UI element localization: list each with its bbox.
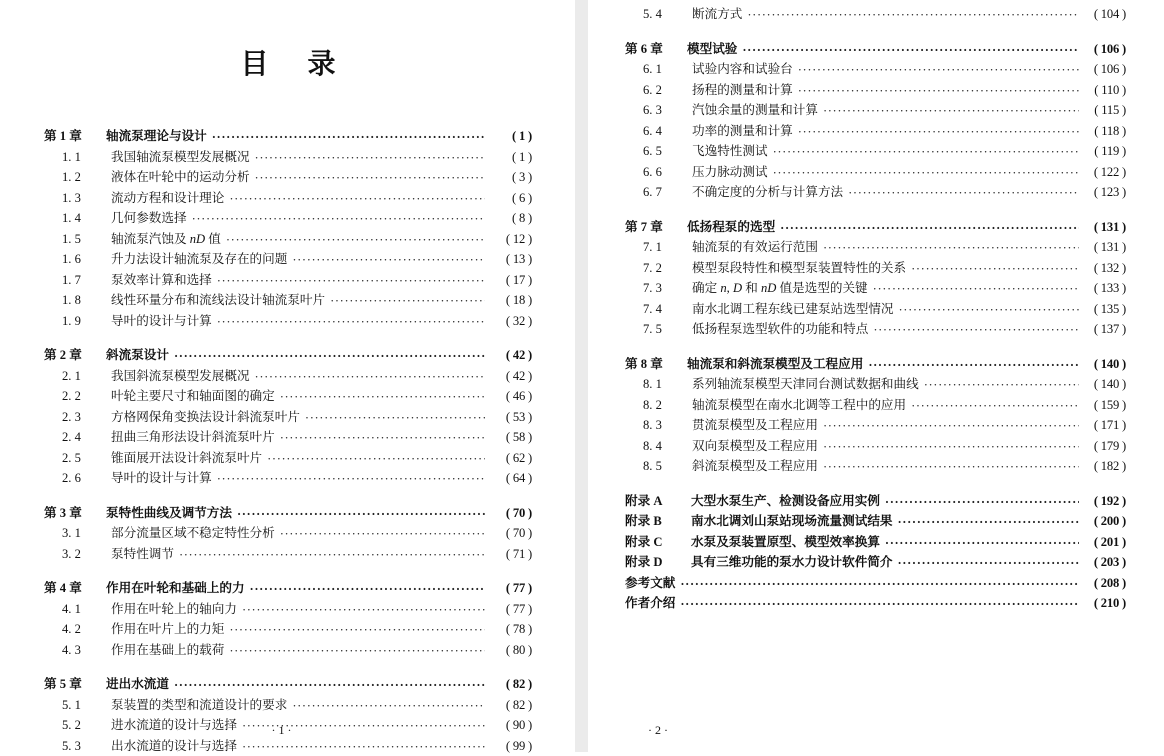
toc-section-number: 2. 3 [62, 407, 94, 428]
dot-leader [899, 300, 1080, 313]
toc-appendix-title: 具有三维功能的泵水力设计软件简介 [691, 552, 893, 573]
dot-leader [680, 574, 1079, 587]
toc-section[interactable] [62, 599, 532, 620]
toc-section-title: 汽蚀余量的测量和计算 [692, 100, 818, 121]
toc-section-title: 泵装置的类型和流道设计的要求 [111, 695, 287, 716]
toc-chapter-title: 进出水流道 [106, 674, 169, 695]
toc-section-number: 5. 3 [62, 736, 94, 756]
toc-chapter-number: 第 1 章 [44, 126, 96, 147]
dot-leader [780, 218, 1079, 231]
toc-section-title: 扬程的测量和计算 [692, 80, 793, 101]
toc-section-page-number: ( 90 ) [488, 715, 532, 736]
toc-section-number: 6. 6 [643, 162, 675, 183]
toc-appendix-page-number: ( 192 ) [1082, 491, 1126, 512]
toc-section[interactable] [62, 523, 532, 544]
dot-leader [823, 437, 1079, 450]
toc-chapter-page-number: ( 42 ) [488, 345, 532, 366]
toc-appendix-title: 大型水泵生产、检测设备应用实例 [691, 491, 880, 512]
toc-section-page-number: ( 6 ) [488, 188, 532, 209]
dot-leader [848, 183, 1079, 196]
toc-section-page-number: ( 135 ) [1082, 299, 1126, 320]
dot-leader [226, 230, 485, 243]
dot-leader [680, 594, 1079, 607]
toc-section-number: 7. 3 [643, 278, 675, 299]
toc-appendix-number: 附录 B [625, 511, 681, 532]
toc-section-title: 锥面展开法设计斜流泵叶片 [111, 448, 262, 469]
toc-section-page-number: ( 110 ) [1082, 80, 1126, 101]
toc-section[interactable] [62, 249, 532, 270]
toc-section[interactable] [643, 436, 1126, 457]
toc-section-page-number: ( 159 ) [1082, 395, 1126, 416]
dot-leader [898, 512, 1080, 525]
toc-section[interactable] [62, 695, 532, 716]
toc-section-number: 8. 5 [643, 456, 675, 477]
toc-section-page-number: ( 70 ) [488, 523, 532, 544]
toc-chapter-number: 第 7 章 [625, 217, 677, 238]
toc-section-number: 6. 3 [643, 100, 675, 121]
toc-section-number: 1. 2 [62, 167, 94, 188]
toc-section[interactable] [62, 386, 532, 407]
toc-section-page-number: ( 17 ) [488, 270, 532, 291]
toc-section-title: 作用在叶片上的力矩 [111, 619, 224, 640]
toc-chapter-number: 第 6 章 [625, 39, 677, 60]
toc-appendix-page-number: ( 203 ) [1082, 552, 1126, 573]
toc-section[interactable] [62, 619, 532, 640]
toc-section-number: 7. 1 [643, 237, 675, 258]
toc-chapter[interactable] [625, 39, 1126, 60]
toc-section-number: 6. 5 [643, 141, 675, 162]
toc-section-number: 4. 2 [62, 619, 94, 640]
toc-section[interactable] [643, 299, 1126, 320]
toc-chapter[interactable] [44, 503, 532, 524]
dot-leader [873, 320, 1079, 333]
toc-section[interactable] [643, 141, 1126, 162]
entry-spacer [625, 25, 1126, 39]
toc-chapter-page-number: ( 82 ) [488, 674, 532, 695]
toc-section[interactable] [643, 415, 1126, 436]
toc-section-page-number: ( 64 ) [488, 468, 532, 489]
toc-section[interactable] [643, 237, 1126, 258]
toc-section[interactable] [62, 448, 532, 469]
toc-section[interactable] [62, 270, 532, 291]
toc-section-number: 4. 3 [62, 640, 94, 661]
toc-section[interactable] [643, 121, 1126, 142]
dot-leader [280, 524, 485, 537]
toc-section-number: 6. 4 [643, 121, 675, 142]
toc-section[interactable] [643, 395, 1126, 416]
toc-section-title: 系列轴流泵模型天津同台测试数据和曲线 [692, 374, 919, 395]
page-title: 目 录 [44, 42, 532, 82]
toc-section[interactable] [643, 59, 1126, 80]
dot-leader [823, 101, 1079, 114]
toc-section-page-number: ( 118 ) [1082, 121, 1126, 142]
dot-leader [179, 545, 485, 558]
entry-spacer [44, 564, 532, 578]
toc-section[interactable] [62, 640, 532, 661]
toc-section[interactable] [643, 278, 1126, 299]
toc-section-title: 低扬程泵选型软件的功能和特点 [692, 319, 868, 340]
toc-section-page-number: ( 13 ) [488, 249, 532, 270]
dot-leader [255, 148, 485, 161]
toc-chapter[interactable] [625, 217, 1126, 238]
dot-leader [174, 346, 485, 359]
toc-chapter-number: 第 3 章 [44, 503, 96, 524]
toc-chapter-page-number: ( 140 ) [1082, 354, 1126, 375]
toc-section[interactable] [62, 311, 532, 332]
toc-section-page-number: ( 179 ) [1082, 436, 1126, 457]
entry-spacer [625, 477, 1126, 491]
toc-back-matter-page-number: ( 208 ) [1082, 573, 1126, 594]
toc-section-page-number: ( 80 ) [488, 640, 532, 661]
toc-section-number: 8. 2 [643, 395, 675, 416]
dot-leader [292, 250, 485, 263]
entry-spacer [625, 340, 1126, 354]
toc-appendix-number: 附录 A [625, 491, 681, 512]
toc-section[interactable] [643, 374, 1126, 395]
entry-spacer [625, 203, 1126, 217]
toc-chapter-title: 轴流泵和斜流泵模型及工程应用 [687, 354, 863, 375]
toc-section-page-number: ( 32 ) [488, 311, 532, 332]
toc-section-number: 1. 6 [62, 249, 94, 270]
toc-section-page-number: ( 18 ) [488, 290, 532, 311]
dot-leader [823, 238, 1079, 251]
toc-chapter-page-number: ( 131 ) [1082, 217, 1126, 238]
toc-section-title: 部分流量区域不稳定特性分析 [111, 523, 275, 544]
toc-section-page-number: ( 115 ) [1082, 100, 1126, 121]
dot-leader [773, 163, 1079, 176]
page-right-body [588, 0, 1164, 614]
toc-section-number: 4. 1 [62, 599, 94, 620]
entry-spacer [44, 660, 532, 674]
toc-chapter-title: 模型试验 [687, 39, 737, 60]
dot-leader [255, 168, 485, 181]
toc-chapter-title: 泵特性曲线及调节方法 [106, 503, 232, 524]
toc-section-page-number: ( 1 ) [488, 147, 532, 168]
toc-section[interactable] [62, 188, 532, 209]
toc-section-page-number: ( 106 ) [1082, 59, 1126, 80]
toc-section-title: 不确定度的分析与计算方法 [692, 182, 843, 203]
toc-chapter[interactable] [44, 126, 532, 147]
toc-appendix[interactable] [625, 552, 1126, 573]
page-left [0, 0, 575, 752]
toc-back-matter-title: 参考文献 [625, 573, 675, 594]
dot-leader [823, 416, 1079, 429]
toc-section-title: 压力脉动测试 [692, 162, 768, 183]
toc-section-page-number: ( 137 ) [1082, 319, 1126, 340]
toc-appendix-page-number: ( 200 ) [1082, 511, 1126, 532]
toc-chapter-number: 第 4 章 [44, 578, 96, 599]
toc-chapter-page-number: ( 1 ) [488, 126, 532, 147]
toc-section-number: 1. 3 [62, 188, 94, 209]
toc-section-number: 1. 5 [62, 229, 94, 250]
toc-section-page-number: ( 123 ) [1082, 182, 1126, 203]
toc-section-title: 液体在叶轮中的运动分析 [111, 167, 250, 188]
toc-section-title: 导叶的设计与计算 [111, 311, 212, 332]
toc-section-number: 2. 4 [62, 427, 94, 448]
page-left-body [0, 0, 575, 756]
dot-leader [217, 312, 485, 325]
toc-section-title: 几何参数选择 [111, 208, 187, 229]
toc-chapter-number: 第 2 章 [44, 345, 96, 366]
toc-section-page-number: ( 131 ) [1082, 237, 1126, 258]
dot-leader [255, 367, 485, 380]
dot-leader [242, 600, 485, 613]
toc-section-title: 斜流泵模型及工程应用 [692, 456, 818, 477]
toc-section-number: 2. 2 [62, 386, 94, 407]
toc-section[interactable] [62, 208, 532, 229]
dot-leader [898, 553, 1080, 566]
toc-section-page-number: ( 99 ) [488, 736, 532, 756]
toc-section-number: 8. 3 [643, 415, 675, 436]
page-gutter [575, 0, 588, 752]
toc-chapter-page-number: ( 106 ) [1082, 39, 1126, 60]
toc-section-page-number: ( 77 ) [488, 599, 532, 620]
toc-section-title: 导叶的设计与计算 [111, 468, 212, 489]
toc-section-title: 确定 n, D 和 nD 值是选型的关键 [692, 278, 868, 299]
toc-chapter[interactable] [44, 674, 532, 695]
dot-leader [305, 408, 485, 421]
dot-leader [212, 127, 485, 140]
dot-leader [280, 428, 485, 441]
toc-section[interactable] [643, 319, 1126, 340]
toc-section[interactable] [643, 456, 1126, 477]
dot-leader [250, 579, 485, 592]
toc-section-number: 2. 6 [62, 468, 94, 489]
toc-section-page-number: ( 104 ) [1082, 4, 1126, 25]
toc-appendix-page-number: ( 201 ) [1082, 532, 1126, 553]
toc-section-title: 作用在叶轮上的轴向力 [111, 599, 237, 620]
dot-leader [798, 81, 1079, 94]
toc-section-page-number: ( 78 ) [488, 619, 532, 640]
toc-appendix-number: 附录 D [625, 552, 681, 573]
toc-section-page-number: ( 133 ) [1082, 278, 1126, 299]
toc-section-title: 作用在基础上的载荷 [111, 640, 224, 661]
toc-chapter-title: 作用在叶轮和基础上的力 [106, 578, 245, 599]
toc-section-title: 模型泵段特性和模型泵装置特性的关系 [692, 258, 906, 279]
dot-leader [217, 271, 485, 284]
toc-section[interactable] [643, 162, 1126, 183]
toc-chapter-title: 低扬程泵的选型 [687, 217, 775, 238]
toc-section-page-number: ( 140 ) [1082, 374, 1126, 395]
toc-section-number: 1. 9 [62, 311, 94, 332]
toc-section-number: 8. 1 [643, 374, 675, 395]
toc-back-matter[interactable] [625, 593, 1126, 614]
toc-section-title: 扭曲三角形法设计斜流泵叶片 [111, 427, 275, 448]
toc-section-number: 6. 1 [643, 59, 675, 80]
toc-section-title: 我国轴流泵模型发展概况 [111, 147, 250, 168]
dot-leader [911, 396, 1079, 409]
toc-appendix[interactable] [625, 511, 1126, 532]
toc-section[interactable] [62, 167, 532, 188]
toc-section[interactable] [62, 427, 532, 448]
toc-section[interactable] [643, 80, 1126, 101]
toc-chapter-title: 斜流泵设计 [106, 345, 169, 366]
dot-leader [174, 675, 485, 688]
toc-section-title: 南水北调工程东线已建泵站选型情况 [692, 299, 894, 320]
toc-section-title: 叶轮主要尺寸和轴面图的确定 [111, 386, 275, 407]
dot-leader [242, 737, 485, 750]
toc-section[interactable] [62, 468, 532, 489]
toc-section-title: 方格网保角变换法设计斜流泵叶片 [111, 407, 300, 428]
toc-back-matter-page-number: ( 210 ) [1082, 593, 1126, 614]
folio-right: · 2 · [648, 723, 668, 738]
entry-spacer [44, 489, 532, 503]
toc-section-title: 泵特性调节 [111, 544, 174, 565]
toc-section-page-number: ( 119 ) [1082, 141, 1126, 162]
toc-appendix-title: 水泵及泵装置原型、模型效率换算 [691, 532, 880, 553]
toc-section[interactable] [62, 544, 532, 565]
toc-appendix-number: 附录 C [625, 532, 681, 553]
dot-leader [868, 355, 1079, 368]
toc-section-number: 8. 4 [643, 436, 675, 457]
toc-section-page-number: ( 42 ) [488, 366, 532, 387]
dot-leader [911, 259, 1079, 272]
toc-section-number: 7. 5 [643, 319, 675, 340]
toc-chapter-page-number: ( 70 ) [488, 503, 532, 524]
toc-section-page-number: ( 12 ) [488, 229, 532, 250]
dot-leader [798, 60, 1079, 73]
toc-section-title: 功率的测量和计算 [692, 121, 793, 142]
toc-section-page-number: ( 132 ) [1082, 258, 1126, 279]
toc-chapter-title: 轴流泵理论与设计 [106, 126, 207, 147]
toc-section[interactable] [643, 258, 1126, 279]
dot-leader [885, 492, 1079, 505]
toc-section-number: 6. 2 [643, 80, 675, 101]
toc-section[interactable] [643, 4, 1126, 25]
toc-section-number: 2. 1 [62, 366, 94, 387]
toc-section-title: 出水流道的设计与选择 [111, 736, 237, 756]
dot-leader [330, 291, 485, 304]
toc-section-page-number: ( 62 ) [488, 448, 532, 469]
toc-section-number: 1. 1 [62, 147, 94, 168]
toc-section[interactable] [643, 100, 1126, 121]
dot-leader [280, 387, 485, 400]
toc-section[interactable] [62, 736, 532, 756]
dot-leader [742, 40, 1079, 53]
toc-section-page-number: ( 58 ) [488, 427, 532, 448]
toc-section-number: 5. 4 [643, 4, 675, 25]
dot-leader [873, 279, 1079, 292]
toc-section-page-number: ( 53 ) [488, 407, 532, 428]
toc-section-number: 1. 7 [62, 270, 94, 291]
toc-section-title: 断流方式 [692, 4, 742, 25]
toc-section-number: 5. 1 [62, 695, 94, 716]
toc-chapter-number: 第 5 章 [44, 674, 96, 695]
toc-chapter[interactable] [44, 345, 532, 366]
page-right [588, 0, 1164, 752]
dot-leader [292, 696, 485, 709]
folio-left: · 1 · [0, 723, 569, 738]
toc-section-title: 轴流泵模型在南水北调等工程中的应用 [692, 395, 906, 416]
toc-section-page-number: ( 82 ) [488, 695, 532, 716]
dot-leader [773, 142, 1079, 155]
toc-appendix-title: 南水北调刘山泵站现场流量测试结果 [691, 511, 893, 532]
toc-section-number: 5. 2 [62, 715, 94, 736]
toc-section-title: 飞逸特性测试 [692, 141, 768, 162]
toc-section-page-number: ( 122 ) [1082, 162, 1126, 183]
dot-leader [229, 641, 485, 654]
toc-back-matter[interactable] [625, 573, 1126, 594]
entry-spacer [44, 331, 532, 345]
toc-section-number: 1. 4 [62, 208, 94, 229]
toc-section-title: 轴流泵汽蚀及 nD 值 [111, 229, 221, 250]
toc-chapter[interactable] [44, 578, 532, 599]
toc-section-number: 6. 7 [643, 182, 675, 203]
toc-section-number: 3. 1 [62, 523, 94, 544]
toc-entry-list-right [625, 4, 1126, 614]
toc-section[interactable] [62, 290, 532, 311]
dot-leader [217, 469, 485, 482]
dot-leader [924, 375, 1079, 388]
toc-section-number: 7. 4 [643, 299, 675, 320]
toc-section-number: 3. 2 [62, 544, 94, 565]
dot-leader [192, 209, 485, 222]
dot-leader [885, 533, 1079, 546]
toc-section-title: 双向泵模型及工程应用 [692, 436, 818, 457]
dot-leader [823, 457, 1079, 470]
toc-entry-list-left [44, 126, 532, 756]
toc-appendix[interactable] [625, 532, 1126, 553]
toc-section-title: 试验内容和试验台 [692, 59, 793, 80]
toc-section-page-number: ( 46 ) [488, 386, 532, 407]
toc-chapter-page-number: ( 77 ) [488, 578, 532, 599]
toc-section[interactable] [62, 366, 532, 387]
toc-section[interactable] [62, 147, 532, 168]
toc-section-number: 1. 8 [62, 290, 94, 311]
toc-section-title: 我国斜流泵模型发展概况 [111, 366, 250, 387]
dot-leader [229, 620, 485, 633]
dot-leader [237, 504, 485, 517]
toc-section-title: 进水流道的设计与选择 [111, 715, 237, 736]
toc-section-title: 线性环量分布和流线法设计轴流泵叶片 [111, 290, 325, 311]
toc-section-page-number: ( 8 ) [488, 208, 532, 229]
toc-section-title: 轴流泵的有效运行范围 [692, 237, 818, 258]
toc-chapter-number: 第 8 章 [625, 354, 677, 375]
dot-leader [229, 189, 485, 202]
toc-section-title: 贯流泵模型及工程应用 [692, 415, 818, 436]
toc-chapter[interactable] [625, 354, 1126, 375]
toc-section-page-number: ( 71 ) [488, 544, 532, 565]
toc-section[interactable] [62, 229, 532, 250]
toc-section-page-number: ( 171 ) [1082, 415, 1126, 436]
dot-leader [267, 449, 485, 462]
toc-appendix[interactable] [625, 491, 1126, 512]
toc-section-page-number: ( 3 ) [488, 167, 532, 188]
toc-section[interactable] [62, 407, 532, 428]
toc-section-title: 流动方程和设计理论 [111, 188, 224, 209]
toc-section-page-number: ( 182 ) [1082, 456, 1126, 477]
toc-section-title: 升力法设计轴流泵及存在的问题 [111, 249, 287, 270]
toc-back-matter-title: 作者介绍 [625, 593, 675, 614]
dot-leader [747, 5, 1079, 18]
dot-leader [798, 122, 1079, 135]
toc-section-number: 2. 5 [62, 448, 94, 469]
toc-section-number: 7. 2 [643, 258, 675, 279]
toc-section-title: 泵效率计算和选择 [111, 270, 212, 291]
toc-section[interactable] [643, 182, 1126, 203]
